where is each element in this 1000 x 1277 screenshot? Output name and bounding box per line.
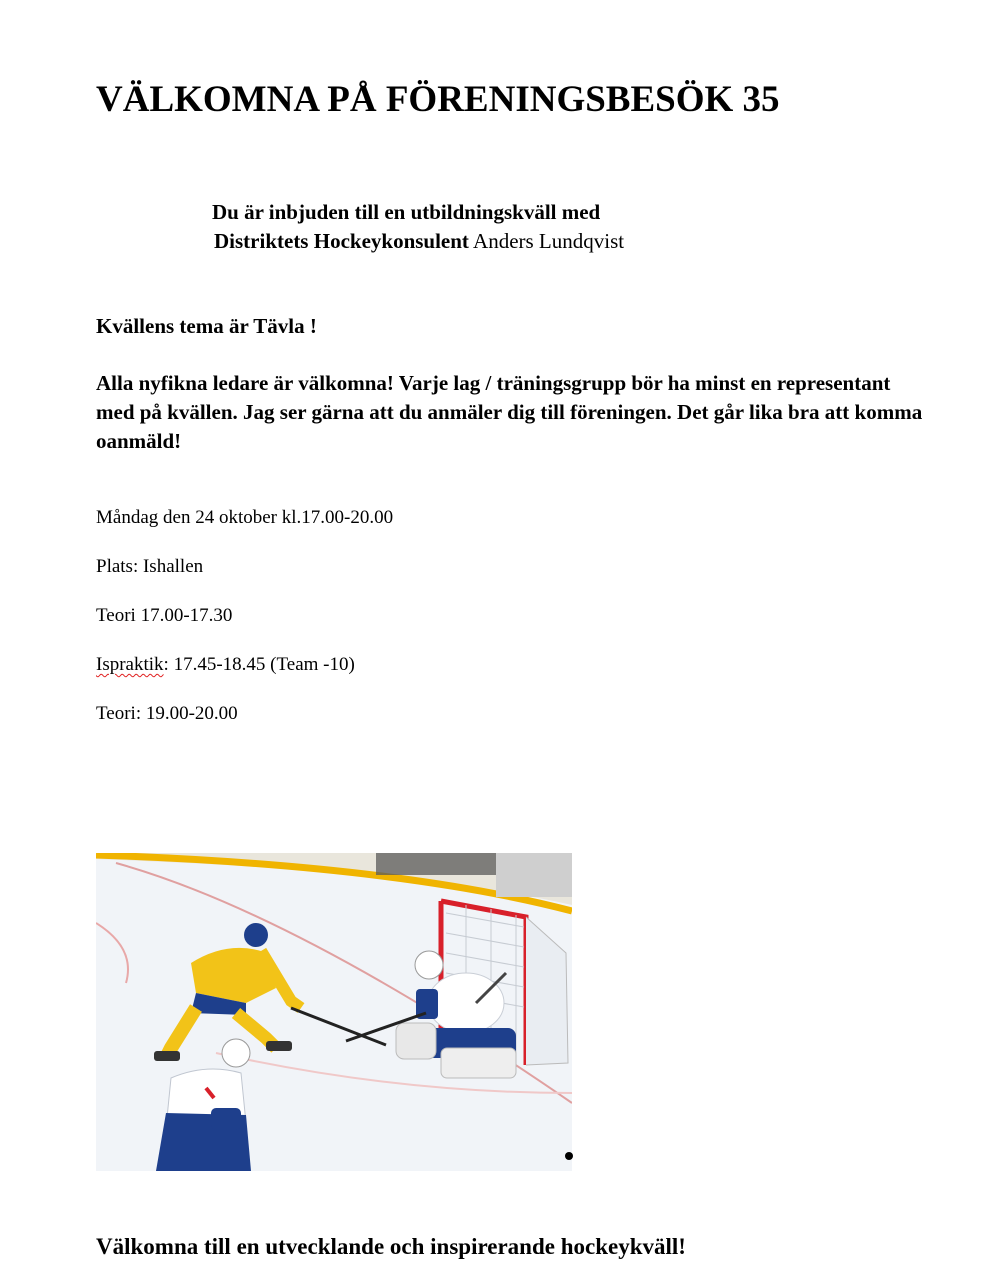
ice-practice-label: Ispraktik [96,654,164,675]
closing-line: Välkomna till en utvecklande och inspirerande hockeykväll! [96,1234,686,1259]
bullet-dot [565,1152,573,1160]
event-date: Måndag den 24 oktober kl.17.00-20.00 [96,507,394,528]
schedule-theory-2: Teori: 19.00-20.00 [96,703,238,724]
schedule-ice-practice [96,652,355,678]
evening-theme: Kvällens tema är Tävla ! [96,314,317,338]
consultant-name: Anders Lundqvist [468,229,625,253]
page-title: VÄLKOMNA PÅ FÖRENINGSBESÖK 35 [96,79,780,120]
invitation-line-2 [214,227,624,256]
welcome-paragraph: Alla nyfikna ledare är välkomna! Varje lag / träningsgrupp bör ha minst en representant med på kvällen. Jag ser gärna att du anmäler dig till föreningen. Det går lika bra att komma oanmäld! [96,371,923,453]
schedule-theory-1: Teori 17.00-17.30 [96,605,233,626]
ice-practice-time: : 17.45-18.45 (Team -10) [163,654,355,675]
consultant-title: Distriktets Hockeykonsulent [214,229,469,253]
invitation-text [212,198,624,256]
invitation-line-1: Du är inbjuden till en utbildningskväll med [212,200,601,224]
hockey-scene [96,853,572,1171]
event-place: Plats: Ishallen [96,556,204,577]
ice-hockey-photo [96,853,572,1171]
